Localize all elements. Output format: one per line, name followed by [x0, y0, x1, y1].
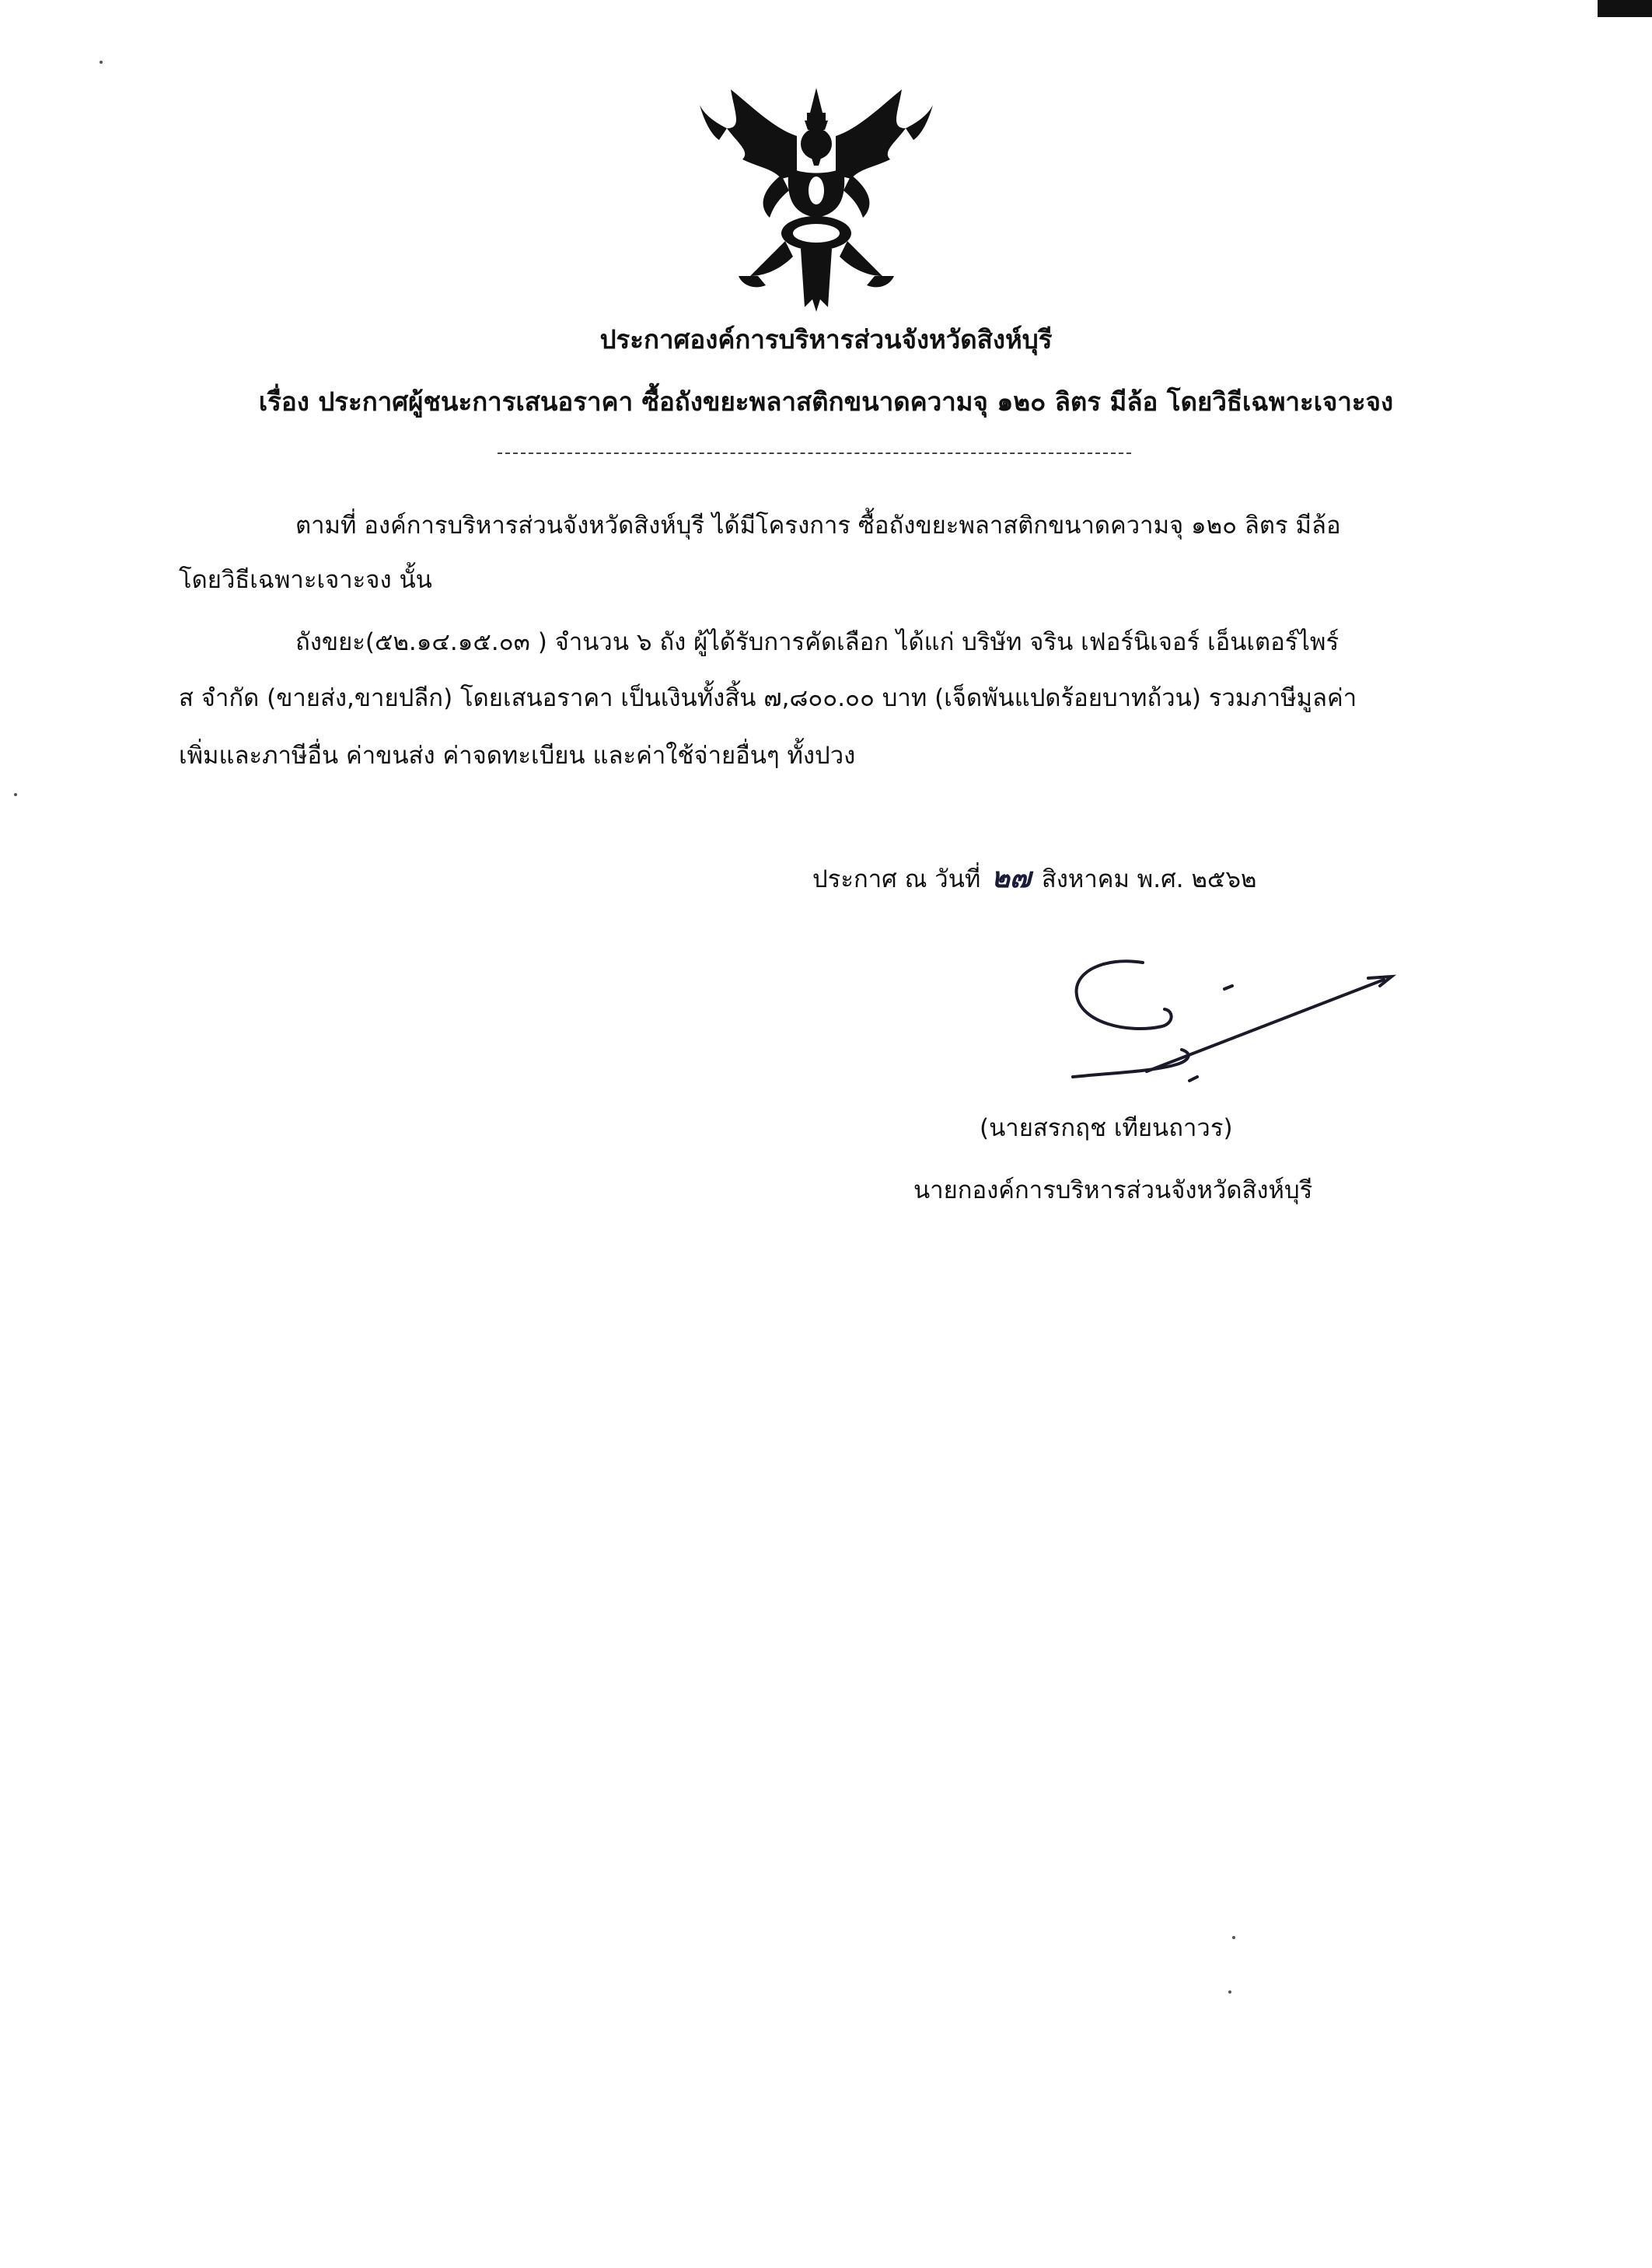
organization-title: ประกาศองค์การบริหารส่วนจังหวัดสิงห์บุรี [599, 324, 1053, 355]
paragraph-1-line-1: ตามที่ องค์การบริหารส่วนจังหวัดสิงห์บุรี ได้มีโครงการ ซื้อถังขยะพลาสติกขนาดความจุ ๑๒๐ ลิตร มีล้อ [295, 512, 1341, 540]
date-prefix: ประกาศ ณ วันที่ [812, 865, 981, 893]
signatory-position: นายกองค์การบริหารส่วนจังหวัดสิงห์บุรี [913, 1176, 1313, 1204]
scan-speck [1228, 1990, 1231, 1994]
scan-corner-mark [1598, 0, 1652, 17]
scan-speck [100, 61, 103, 64]
garuda-emblem-icon [696, 82, 937, 315]
scan-speck [14, 793, 17, 796]
announcement-date [812, 855, 1256, 900]
paragraph-2-line-1: ถังขยะ(๕๒.๑๔.๑๕.๐๓ ) จำนวน ๖ ถัง ผู้ได้รับการคัดเลือก ได้แก่ บริษัท จริน เฟอร์นิเจอร์ เอ็นเตอร์ไพร์ [295, 628, 1339, 656]
paragraph-1-line-2: โดยวิธีเฉพาะเจาะจง นั้น [179, 566, 432, 594]
date-month-year: สิงหาคม พ.ศ. ๒๕๖๒ [1041, 865, 1257, 893]
paragraph-2-line-3: เพิ่มและภาษีอื่น ค่าขนส่ง ค่าจดทะเบียน และค่าใช้จ่ายอื่นๆ ทั้งปวง [179, 742, 856, 770]
signatory-name: (นายสรกฤช เทียนถาวร) [980, 1114, 1233, 1142]
announcement-subject: เรื่อง ประกาศผู้ชนะการเสนอราคา ซื้อถังขยะพลาสติกขนาดความจุ ๑๒๐ ลิตร มีล้อ โดยวิธีเฉพาะเจาะจง [258, 386, 1394, 417]
paragraph-2-line-2: ส จำกัด (ขายส่ง,ขายปลีก) โดยเสนอราคา เป็นเงินทั้งสิ้น ๗,๘๐๐.๐๐ บาท (เจ็ดพันแปดร้อยบาทถ้วน) รวมภาษีมูลค่า [179, 684, 1357, 712]
title-divider [498, 453, 1131, 454]
scan-speck [1232, 1936, 1235, 1939]
handwritten-signature [1026, 949, 1430, 1104]
handwritten-day: ๒๗ [991, 861, 1032, 894]
